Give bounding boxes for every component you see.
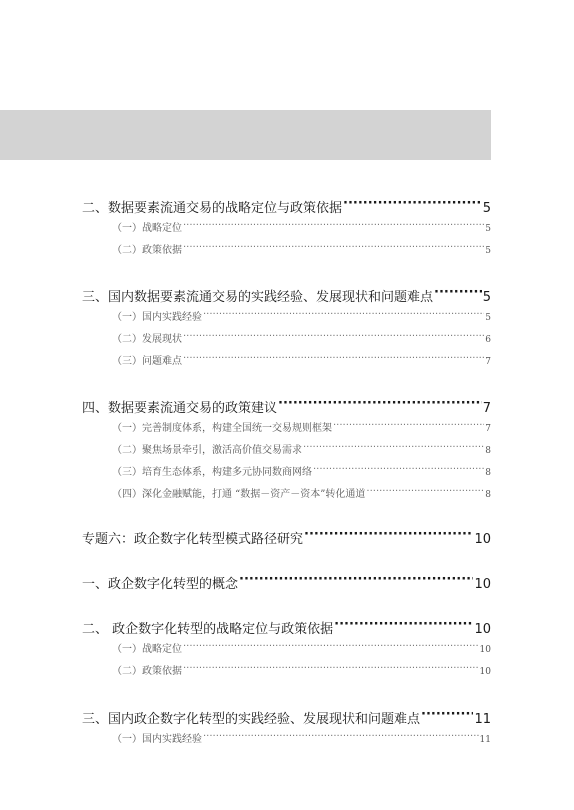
toc-entry[interactable] bbox=[82, 618, 491, 637]
toc-subentry[interactable] bbox=[112, 308, 491, 323]
dot-leader bbox=[278, 399, 482, 412]
toc-entry-page: 5 bbox=[485, 313, 491, 323]
toc-entry-page: 8 bbox=[485, 468, 491, 478]
toc-entry-title: （三）培育生态体系，构建多元协同数商网络 bbox=[112, 467, 312, 478]
dot-leader bbox=[421, 710, 473, 723]
toc-entry-page: 6 bbox=[485, 335, 491, 345]
toc-entry-page: 5 bbox=[485, 224, 491, 234]
toc-entry-page: 10 bbox=[479, 645, 491, 655]
toc-entry-title: 四、数据要素流通交易的政策建议 bbox=[82, 401, 278, 416]
toc-entry[interactable] bbox=[82, 397, 491, 416]
toc-entry-page: 8 bbox=[485, 490, 491, 500]
dot-leader bbox=[183, 243, 484, 253]
dot-leader bbox=[203, 310, 484, 320]
toc-subentry[interactable] bbox=[112, 485, 491, 500]
toc-entry[interactable] bbox=[82, 573, 491, 592]
toc-entry-title: 专题六：政企数字化转型模式路径研究 bbox=[82, 532, 304, 547]
toc-subentry[interactable] bbox=[112, 241, 491, 256]
toc-entry-title: （二）发展现状 bbox=[112, 334, 182, 345]
dot-leader bbox=[183, 642, 479, 652]
dot-leader bbox=[434, 288, 482, 301]
toc-entry-page: 5 bbox=[482, 201, 491, 216]
dot-leader bbox=[333, 421, 484, 431]
toc-entry-title: （一）完善制度体系，构建全国统一交易规则框架 bbox=[112, 423, 332, 434]
dot-leader bbox=[334, 620, 473, 633]
toc-entry-page: 10 bbox=[474, 532, 491, 547]
dot-leader bbox=[303, 443, 484, 453]
toc-subentry[interactable] bbox=[112, 352, 491, 367]
toc-entry[interactable] bbox=[82, 528, 491, 547]
toc-entry-page: 5 bbox=[485, 246, 491, 256]
toc-entry-title: （一）国内实践经验 bbox=[112, 734, 202, 745]
toc-entry-page: 8 bbox=[485, 446, 491, 456]
toc-entry-page: 5 bbox=[482, 290, 491, 305]
toc-entry-page: 11 bbox=[479, 735, 491, 745]
toc-entry-title: 三、国内数据要素流通交易的实践经验、发展现状和问题难点 bbox=[82, 290, 434, 305]
toc-entry-title: （二）政策依据 bbox=[112, 245, 182, 256]
toc-entry-title: 一、政企数字化转型的概念 bbox=[82, 577, 239, 592]
toc-subentry[interactable] bbox=[112, 419, 491, 434]
toc-entry-title: （二）政策依据 bbox=[112, 666, 182, 677]
toc-entry-title: （一）战略定位 bbox=[112, 644, 182, 655]
toc-entry-title: （一）国内实践经验 bbox=[112, 312, 202, 323]
toc-subentry[interactable] bbox=[112, 219, 491, 234]
dot-leader bbox=[183, 664, 479, 674]
toc-subentry[interactable] bbox=[112, 640, 491, 655]
header-band bbox=[0, 110, 491, 160]
toc-entry-title: （三）问题难点 bbox=[112, 356, 182, 367]
toc-entry[interactable] bbox=[82, 197, 491, 216]
toc-entry-page: 10 bbox=[479, 667, 491, 677]
toc-subentry[interactable] bbox=[112, 441, 491, 456]
toc-entry-page: 10 bbox=[474, 622, 491, 637]
toc-entry-title: 三、国内政企数字化转型的实践经验、发展现状和问题难点 bbox=[82, 712, 421, 727]
dot-leader bbox=[239, 575, 473, 588]
toc-subentry[interactable] bbox=[112, 463, 491, 478]
dot-leader bbox=[203, 732, 479, 742]
toc-entry-title: （二）聚焦场景牵引，激活高价值交易需求 bbox=[112, 445, 302, 456]
toc-entry-page: 7 bbox=[485, 424, 491, 434]
toc-entry-page: 10 bbox=[474, 577, 491, 592]
toc-entry-page: 11 bbox=[474, 712, 491, 727]
toc-entry-title: 二、数据要素流通交易的战略定位与政策依据 bbox=[82, 201, 343, 216]
dot-leader bbox=[313, 465, 484, 475]
toc-entry-title: （一）战略定位 bbox=[112, 223, 182, 234]
toc-entry[interactable] bbox=[82, 708, 491, 727]
toc-entry-title: （四）深化金融赋能，打通 “数据－资产－资本”转化通道 bbox=[112, 489, 366, 500]
toc-subentry[interactable] bbox=[112, 330, 491, 345]
dot-leader bbox=[183, 221, 484, 231]
toc-entry[interactable] bbox=[82, 286, 491, 305]
dot-leader bbox=[343, 199, 482, 212]
toc-subentry[interactable] bbox=[112, 730, 491, 745]
dot-leader bbox=[304, 530, 473, 543]
toc-entry-title: 二、 政企数字化转型的战略定位与政策依据 bbox=[82, 622, 334, 637]
dot-leader bbox=[366, 487, 484, 497]
toc-entry-page: 7 bbox=[482, 401, 491, 416]
toc-subentry[interactable] bbox=[112, 662, 491, 677]
dot-leader bbox=[183, 332, 484, 342]
toc-entry-page: 7 bbox=[485, 357, 491, 367]
dot-leader bbox=[183, 354, 484, 364]
